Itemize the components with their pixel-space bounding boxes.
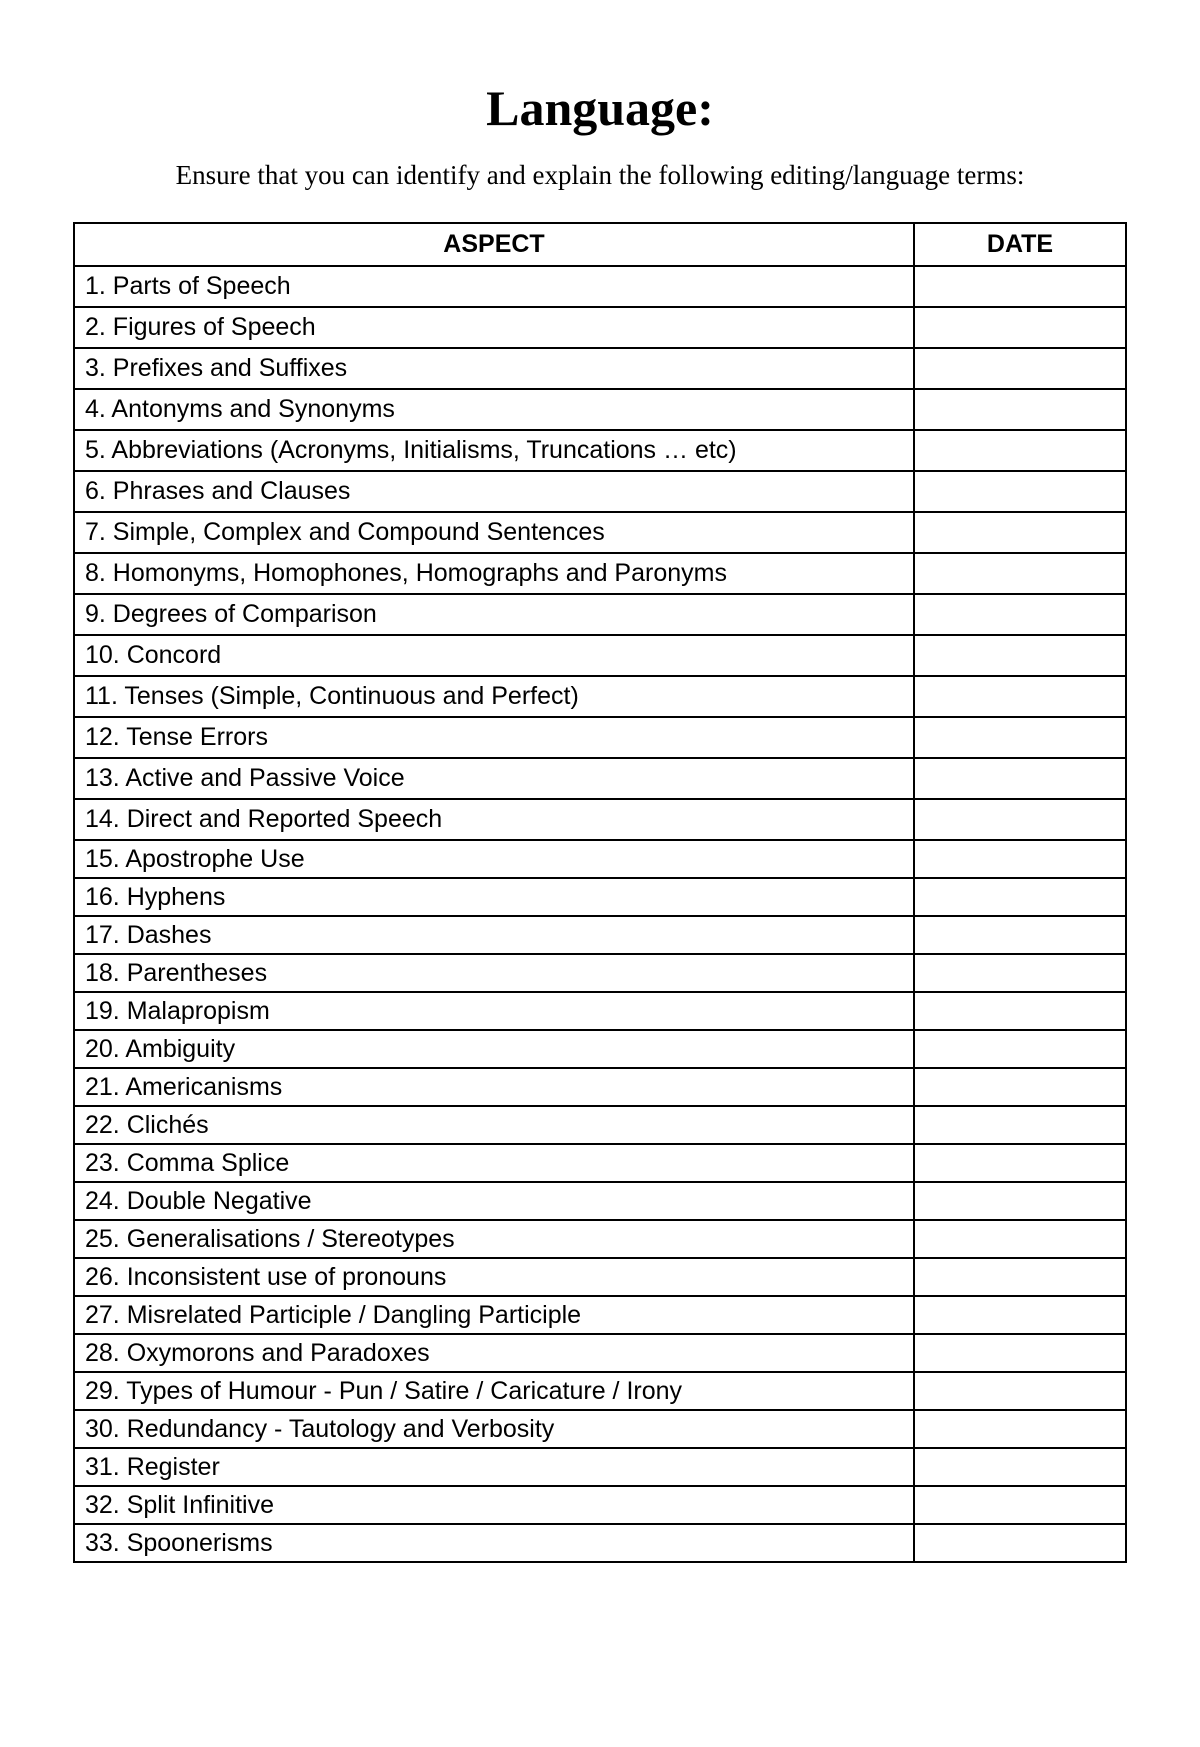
aspect-cell: 7. Simple, Complex and Compound Sentences: [74, 512, 914, 553]
aspect-cell: 25. Generalisations / Stereotypes: [74, 1220, 914, 1258]
table-row: [74, 307, 1126, 348]
date-cell[interactable]: [914, 1486, 1126, 1524]
table-row: [74, 266, 1126, 307]
aspect-cell: 9. Degrees of Comparison: [74, 594, 914, 635]
aspect-cell: 28. Oxymorons and Paradoxes: [74, 1334, 914, 1372]
aspect-cell: 16. Hyphens: [74, 878, 914, 916]
table-row: [74, 430, 1126, 471]
table-row: [74, 1410, 1126, 1448]
aspect-cell: 33. Spoonerisms: [74, 1524, 914, 1562]
date-cell[interactable]: [914, 348, 1126, 389]
aspect-cell: 27. Misrelated Participle / Dangling Participle: [74, 1296, 914, 1334]
aspect-cell: 12. Tense Errors: [74, 717, 914, 758]
date-cell[interactable]: [914, 1448, 1126, 1486]
aspect-cell: 23. Comma Splice: [74, 1144, 914, 1182]
aspect-cell: 8. Homonyms, Homophones, Homographs and Paronyms: [74, 553, 914, 594]
table-row: [74, 992, 1126, 1030]
table-row: [74, 1524, 1126, 1562]
table-row: [74, 1182, 1126, 1220]
date-cell[interactable]: [914, 1182, 1126, 1220]
aspect-cell: 15. Apostrophe Use: [74, 840, 914, 878]
table-row: [74, 1258, 1126, 1296]
aspect-cell: 18. Parentheses: [74, 954, 914, 992]
table-row: [74, 1372, 1126, 1410]
date-cell[interactable]: [914, 954, 1126, 992]
date-cell[interactable]: [914, 1410, 1126, 1448]
column-header-aspect: ASPECT: [74, 223, 914, 266]
table-row: [74, 676, 1126, 717]
table-row: [74, 553, 1126, 594]
table-row: [74, 594, 1126, 635]
aspect-cell: 10. Concord: [74, 635, 914, 676]
aspect-cell: 14. Direct and Reported Speech: [74, 799, 914, 840]
date-cell[interactable]: [914, 307, 1126, 348]
page-subtitle: Ensure that you can identify and explain the following editing/language terms:: [175, 160, 1025, 190]
aspect-cell: 24. Double Negative: [74, 1182, 914, 1220]
date-cell[interactable]: [914, 430, 1126, 471]
date-cell[interactable]: [914, 594, 1126, 635]
date-cell[interactable]: [914, 1372, 1126, 1410]
aspect-cell: 17. Dashes: [74, 916, 914, 954]
date-cell[interactable]: [914, 1524, 1126, 1562]
aspect-cell: 22. Clichés: [74, 1106, 914, 1144]
table-row: [74, 1296, 1126, 1334]
aspect-cell: 21. Americanisms: [74, 1068, 914, 1106]
table-row: [74, 1448, 1126, 1486]
table-row: [74, 471, 1126, 512]
aspect-cell: 30. Redundancy - Tautology and Verbosity: [74, 1410, 914, 1448]
table-row: [74, 954, 1126, 992]
date-cell[interactable]: [914, 266, 1126, 307]
column-header-date: DATE: [914, 223, 1126, 266]
date-cell[interactable]: [914, 676, 1126, 717]
date-cell[interactable]: [914, 1068, 1126, 1106]
aspect-cell: 26. Inconsistent use of pronouns: [74, 1258, 914, 1296]
aspect-cell: 13. Active and Passive Voice: [74, 758, 914, 799]
date-cell[interactable]: [914, 878, 1126, 916]
terms-table: [73, 222, 1127, 1563]
date-cell[interactable]: [914, 1220, 1126, 1258]
aspect-cell: 5. Abbreviations (Acronyms, Initialisms, Truncations … etc): [74, 430, 914, 471]
table-row: [74, 799, 1126, 840]
date-cell[interactable]: [914, 992, 1126, 1030]
date-cell[interactable]: [914, 840, 1126, 878]
date-cell[interactable]: [914, 1144, 1126, 1182]
aspect-cell: 19. Malapropism: [74, 992, 914, 1030]
table-row: [74, 758, 1126, 799]
date-cell[interactable]: [914, 1296, 1126, 1334]
table-row: [74, 1486, 1126, 1524]
terms-table-body: [74, 266, 1126, 1562]
aspect-cell: 3. Prefixes and Suffixes: [74, 348, 914, 389]
date-cell[interactable]: [914, 1334, 1126, 1372]
date-cell[interactable]: [914, 758, 1126, 799]
table-row: [74, 635, 1126, 676]
table-row: [74, 1144, 1126, 1182]
date-cell[interactable]: [914, 717, 1126, 758]
date-cell[interactable]: [914, 553, 1126, 594]
date-cell[interactable]: [914, 916, 1126, 954]
date-cell[interactable]: [914, 799, 1126, 840]
aspect-cell: 32. Split Infinitive: [74, 1486, 914, 1524]
date-cell[interactable]: [914, 1030, 1126, 1068]
table-row: [74, 1068, 1126, 1106]
date-cell[interactable]: [914, 512, 1126, 553]
table-row: [74, 840, 1126, 878]
table-row: [74, 1334, 1126, 1372]
aspect-cell: 29. Types of Humour - Pun / Satire / Caricature / Irony: [74, 1372, 914, 1410]
table-row: [74, 878, 1126, 916]
table-row: [74, 512, 1126, 553]
table-row: [74, 1106, 1126, 1144]
date-cell[interactable]: [914, 1106, 1126, 1144]
table-row: [74, 717, 1126, 758]
table-row: [74, 348, 1126, 389]
table-row: [74, 1220, 1126, 1258]
aspect-cell: 1. Parts of Speech: [74, 266, 914, 307]
date-cell[interactable]: [914, 635, 1126, 676]
aspect-cell: 2. Figures of Speech: [74, 307, 914, 348]
aspect-cell: 31. Register: [74, 1448, 914, 1486]
table-row: [74, 389, 1126, 430]
date-cell[interactable]: [914, 389, 1126, 430]
page-title: Language:: [486, 80, 714, 136]
aspect-cell: 4. Antonyms and Synonyms: [74, 389, 914, 430]
date-cell[interactable]: [914, 1258, 1126, 1296]
aspect-cell: 6. Phrases and Clauses: [74, 471, 914, 512]
aspect-cell: 11. Tenses (Simple, Continuous and Perfect): [74, 676, 914, 717]
aspect-cell: 20. Ambiguity: [74, 1030, 914, 1068]
table-row: [74, 916, 1126, 954]
table-header-row: [74, 223, 1126, 266]
table-row: [74, 1030, 1126, 1068]
date-cell[interactable]: [914, 471, 1126, 512]
